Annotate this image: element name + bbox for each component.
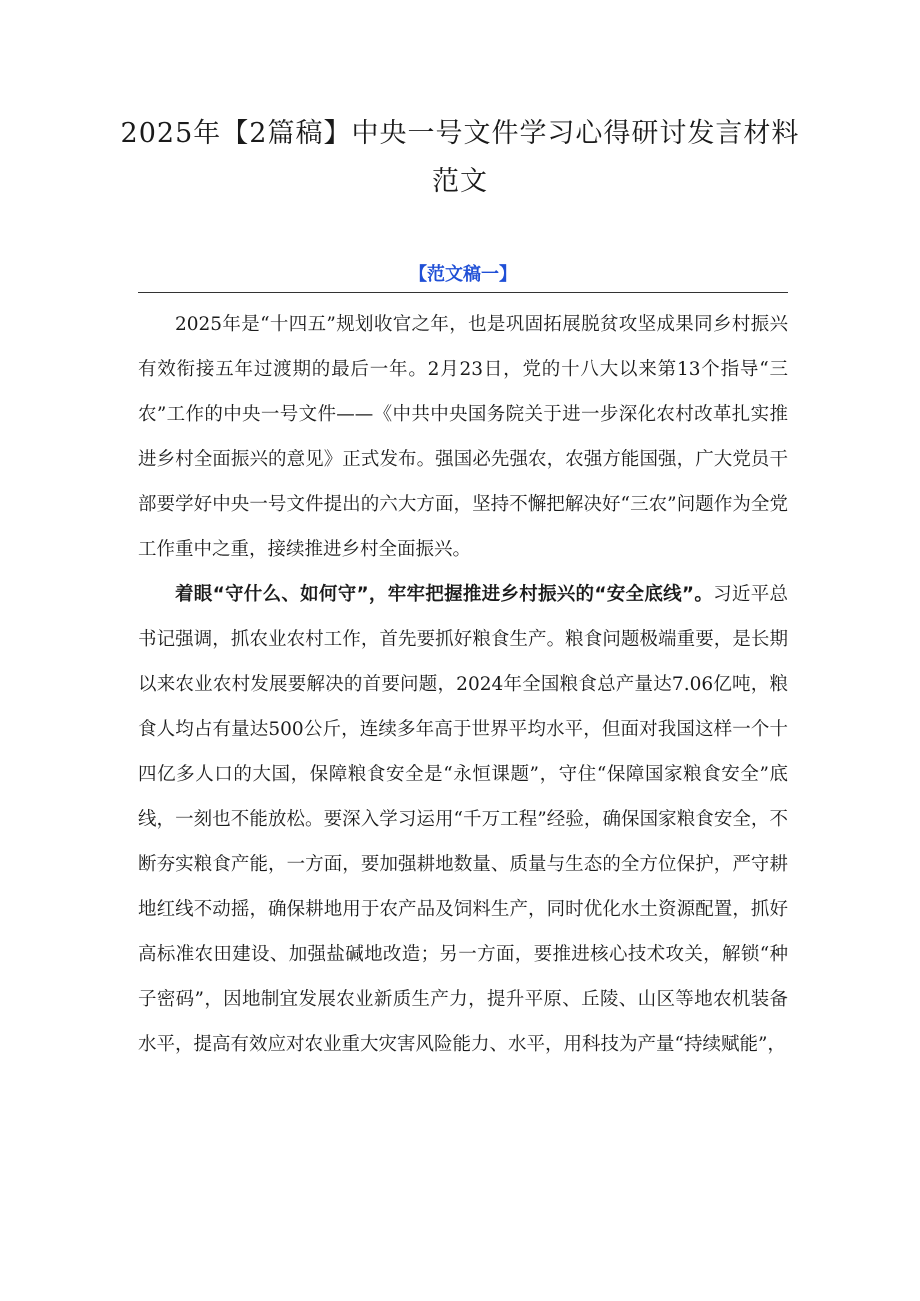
section-heading: 【范文稿一】	[409, 264, 517, 285]
paragraph-intro: 2025年是“十四五”规划收官之年，也是巩固拓展脱贫攻坚成果同乡村振兴有效衔接五年过渡期的最后一年。2月23日，党的十八大以来第13个指导“三农”工作的中央一号文件——《中共中央国务院关于进一步深化农村改革扎实推进乡村全面振兴的意见》正式发布。强国必先强农，农强方能国强，广大党员干部要学好中央一号文件提出的六大方面，坚持不懈把解决好“三农”问题作为全党工作重中之重，接续推进乡村全面振兴。	[138, 314, 788, 560]
document-title: 2025年【2篇稿】中央一号文件学习心得研讨发言材料范文	[120, 118, 800, 197]
document-body	[138, 302, 788, 1067]
paragraph-body-text: 习近平总书记强调，抓农业农村工作，首先要抓好粮食生产。粮食问题极端重要，是长期以来农业农村发展要解决的首要问题，2024年全国粮食总产量达7.06亿吨，粮食人均占有量达500公斤，连续多年高于世界平均水平，但面对我国这样一个十四亿多人口的大国，保障粮食安全是“永恒课题”，守住“保障国家粮食安全”底线，一刻也不能放松。要深入学习运用“千万工程”经验，确保国家粮食安全，不断夯实粮食产能，一方面，要加强耕地数量、质量与生态的全方位保护，严守耕地红线不动摇，确保耕地用于农产品及饲料生产，同时优化水土资源配置，抓好高标准农田建设、加强盐碱地改造；另一方面，要推进核心技术攻关，解锁“种子密码”，因地制宜发展农业新质生产力，提升平原、丘陵、山区等地农机装备水平，提高有效应对农业重大灾害风险能力、水平，用科技为产量“持续赋能”，	[138, 584, 788, 1055]
paragraph-lead-sentence: 着眼“守什么、如何守”，牢牢把握推进乡村振兴的“安全底线”。	[175, 584, 714, 605]
heading-divider	[138, 292, 788, 293]
paragraph-safety-baseline	[138, 572, 788, 1067]
